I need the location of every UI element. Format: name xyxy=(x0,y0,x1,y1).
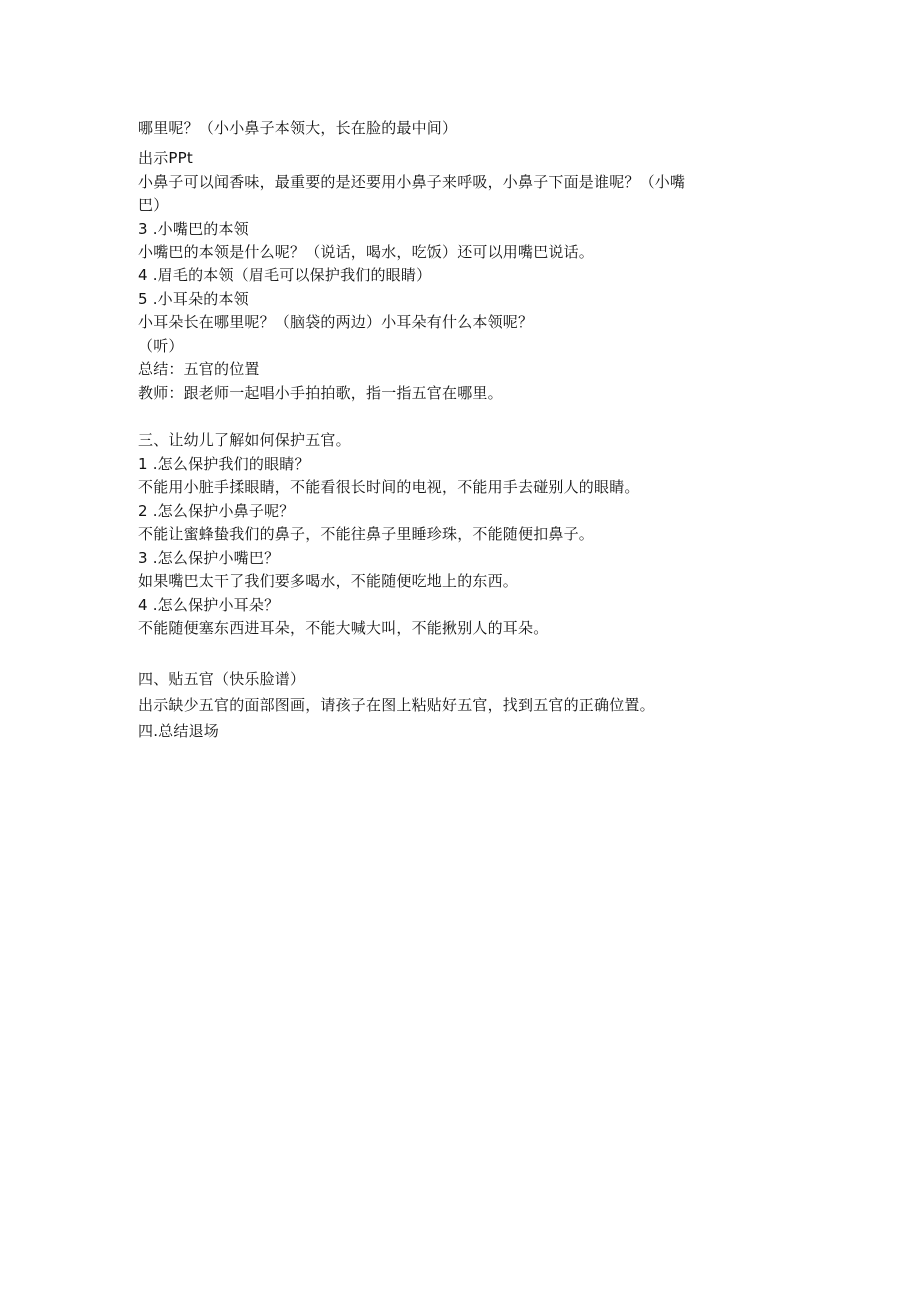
text-line: 出示PPt xyxy=(138,149,193,167)
text-line: 3 .小嘴巴的本领 xyxy=(138,220,249,238)
text-line: 4 .眉毛的本领（眉毛可以保护我们的眼睛） xyxy=(138,266,432,284)
text-line: 5 .小耳朵的本领 xyxy=(138,290,249,308)
text-line: 3 .怎么保护小嘴巴？ xyxy=(138,549,280,567)
text-line: 4 .怎么保护小耳朵？ xyxy=(138,596,280,614)
section-heading: 四、贴五官（快乐脸谱） xyxy=(138,670,306,688)
text-line: 教师：跟老师一起唱小手拍拍歌，指一指五官在哪里。 xyxy=(138,384,503,402)
text-line: 小鼻子可以闻香味，最重要的是还要用小鼻子来呼吸，小鼻子下面是谁呢？（小嘴 xyxy=(138,173,686,191)
text-line: 出示缺少五官的面部图画，请孩子在图上粘贴好五官，找到五官的正确位置。 xyxy=(138,696,655,714)
text-line: 总结：五官的位置 xyxy=(138,360,260,378)
text-line: 2 .怎么保护小鼻子呢？ xyxy=(138,502,295,520)
text-line: 巴） xyxy=(138,196,169,214)
text-line: 哪里呢？（小小鼻子本领大，长在脸的最中间） xyxy=(138,119,458,137)
text-line: 小嘴巴的本领是什么呢？（说话，喝水，吃饭）还可以用嘴巴说话。 xyxy=(138,243,595,261)
text-line: （听） xyxy=(138,337,184,355)
section-heading: 三、让幼儿了解如何保护五官。 xyxy=(138,431,351,449)
text-line: 1 .怎么保护我们的眼睛？ xyxy=(138,455,310,473)
text-line: 不能随便塞东西进耳朵，不能大喊大叫，不能揪别人的耳朵。 xyxy=(138,619,549,637)
text-line: 四.总结退场 xyxy=(138,722,219,740)
text-line: 不能用小脏手揉眼睛，不能看很长时间的电视，不能用手去碰别人的眼睛。 xyxy=(138,478,640,496)
text-line: 不能让蜜蜂蛰我们的鼻子，不能往鼻子里睡珍珠，不能随便扣鼻子。 xyxy=(138,525,595,543)
text-line: 如果嘴巴太干了我们要多喝水，不能随便吃地上的东西。 xyxy=(138,572,519,590)
text-line: 小耳朵长在哪里呢？（脑袋的两边）小耳朵有什么本领呢？ xyxy=(138,313,534,331)
